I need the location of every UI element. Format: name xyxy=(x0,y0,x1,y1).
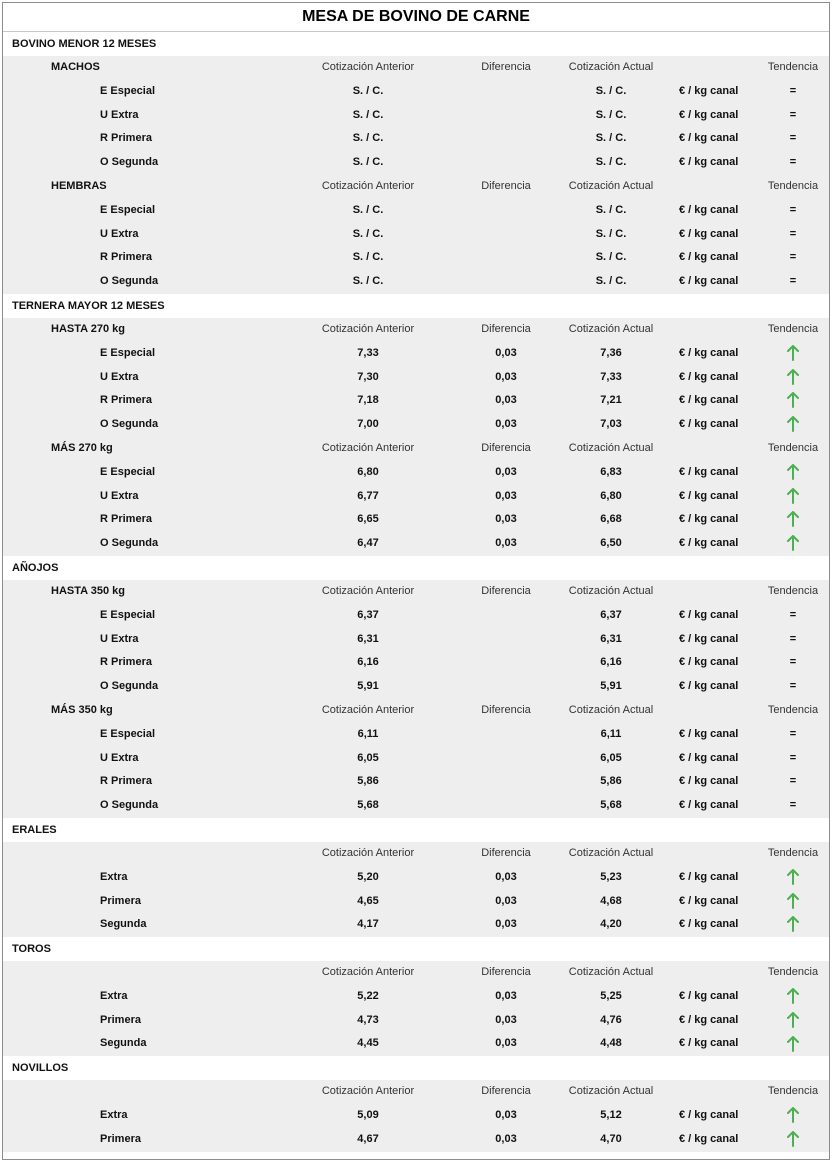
table-row xyxy=(3,342,829,366)
column-header-diferencia: Diferencia xyxy=(481,322,531,335)
section-block xyxy=(3,318,829,556)
price-unit: € / kg canal xyxy=(679,870,739,883)
column-header-tendencia: Tendencia xyxy=(767,846,819,859)
current-price: 4,76 xyxy=(600,1013,622,1026)
previous-price: S. / C. xyxy=(352,203,384,216)
grade-label: U Extra xyxy=(100,370,139,383)
trend-equal: = xyxy=(789,275,797,288)
previous-price: S. / C. xyxy=(352,251,384,264)
price-unit: € / kg canal xyxy=(679,918,739,931)
group-header-row xyxy=(3,580,829,604)
trend-cell xyxy=(755,461,830,485)
current-price: 4,48 xyxy=(600,1037,622,1050)
price-unit: € / kg canal xyxy=(679,132,739,145)
price-unit: € / kg canal xyxy=(679,513,739,526)
price-difference: 0,03 xyxy=(495,513,517,526)
table-row xyxy=(3,151,829,175)
table-row xyxy=(3,270,829,294)
trend-equal: = xyxy=(789,775,797,788)
previous-price: 5,22 xyxy=(357,989,379,1002)
trend-cell xyxy=(755,342,830,366)
price-unit: € / kg canal xyxy=(679,727,739,740)
grade-label: U Extra xyxy=(100,108,139,121)
previous-price: S. / C. xyxy=(352,156,384,169)
trend-cell xyxy=(755,532,830,556)
price-difference: 0,03 xyxy=(495,1132,517,1145)
section-title: BOVINO MENOR 12 MESES xyxy=(3,32,829,56)
arrow-up-icon xyxy=(787,1037,799,1049)
current-price: 4,70 xyxy=(600,1132,622,1145)
previous-price: 6,05 xyxy=(357,751,379,764)
price-difference: 0,03 xyxy=(495,465,517,478)
previous-price: 7,30 xyxy=(357,370,379,383)
price-unit: € / kg canal xyxy=(679,465,739,478)
price-difference: 0,03 xyxy=(495,1037,517,1050)
grade-label: Extra xyxy=(100,870,128,883)
price-unit: € / kg canal xyxy=(679,680,739,693)
price-difference: 0,03 xyxy=(495,1109,517,1122)
grade-label: R Primera xyxy=(100,775,152,788)
table-row xyxy=(3,1032,829,1056)
grade-label: O Segunda xyxy=(100,156,159,169)
current-price: S. / C. xyxy=(595,132,627,145)
column-header-cotizacion-anterior: Cotización Anterior xyxy=(321,61,415,73)
column-header-tendencia: Tendencia xyxy=(767,61,819,73)
arrow-up-icon xyxy=(787,513,799,525)
column-header-diferencia: Diferencia xyxy=(481,1085,531,1098)
table-row xyxy=(3,890,829,914)
trend-equal: = xyxy=(789,799,797,812)
group-label: HASTA 350 kg xyxy=(51,584,125,597)
section-block xyxy=(3,56,829,294)
price-unit: € / kg canal xyxy=(679,1132,739,1145)
grade-label: Primera xyxy=(100,894,141,907)
column-header-cotizacion-actual: Cotización Actual xyxy=(568,322,654,335)
price-unit: € / kg canal xyxy=(679,370,739,383)
current-price: 6,37 xyxy=(600,608,622,621)
price-unit: € / kg canal xyxy=(679,632,739,645)
table-row xyxy=(3,127,829,151)
column-header-diferencia: Diferencia xyxy=(481,846,531,859)
trend-cell xyxy=(755,366,830,390)
price-unit: € / kg canal xyxy=(679,894,739,907)
trend-equal: = xyxy=(789,251,797,264)
grade-label: O Segunda xyxy=(100,680,159,693)
current-price: 7,36 xyxy=(600,346,622,359)
grade-label: U Extra xyxy=(100,489,139,502)
section-block xyxy=(3,961,829,1056)
table-row xyxy=(3,485,829,509)
column-header-diferencia: Diferencia xyxy=(481,61,531,73)
price-unit: € / kg canal xyxy=(679,394,739,407)
section-block xyxy=(3,580,829,818)
arrow-up-icon xyxy=(787,418,799,430)
trend-equal: = xyxy=(789,84,797,97)
grade-label: Primera xyxy=(100,1013,141,1026)
column-header-tendencia: Tendencia xyxy=(767,584,819,597)
previous-price: 6,37 xyxy=(357,608,379,621)
previous-price: 6,77 xyxy=(357,489,379,502)
grade-label: O Segunda xyxy=(100,275,159,288)
previous-price: 7,33 xyxy=(357,346,379,359)
price-unit: € / kg canal xyxy=(679,418,739,431)
current-price: S. / C. xyxy=(595,275,627,288)
group-header-row xyxy=(3,56,829,80)
grade-label: E Especial xyxy=(100,84,156,97)
trend-cell xyxy=(755,508,830,532)
group-label: HASTA 270 kg xyxy=(51,322,125,335)
current-price: 7,33 xyxy=(600,370,622,383)
trend-equal: = xyxy=(789,656,797,669)
grade-label: O Segunda xyxy=(100,799,159,812)
price-unit: € / kg canal xyxy=(679,251,739,264)
column-header-cotizacion-actual: Cotización Actual xyxy=(568,441,654,454)
price-difference: 0,03 xyxy=(495,537,517,550)
table-row xyxy=(3,866,829,890)
column-header-cotizacion-anterior: Cotización Anterior xyxy=(321,846,415,859)
table-row xyxy=(3,80,829,104)
section-title: TERNERA MAYOR 12 MESES xyxy=(3,294,829,318)
arrow-up-icon xyxy=(787,918,799,930)
table-row xyxy=(3,508,829,532)
group-header-row xyxy=(3,961,829,985)
previous-price: 4,73 xyxy=(357,1013,379,1026)
price-difference: 0,03 xyxy=(495,346,517,359)
current-price: S. / C. xyxy=(595,84,627,97)
column-header-cotizacion-anterior: Cotización Anterior xyxy=(321,441,415,454)
grade-label: R Primera xyxy=(100,251,152,264)
current-price: 6,11 xyxy=(600,727,622,740)
previous-price: 5,68 xyxy=(357,799,379,812)
column-header-cotizacion-anterior: Cotización Anterior xyxy=(321,179,415,192)
price-unit: € / kg canal xyxy=(679,1013,739,1026)
section-title: NOVILLOS xyxy=(3,1056,829,1080)
column-header-diferencia: Diferencia xyxy=(481,703,531,716)
price-unit: € / kg canal xyxy=(679,751,739,764)
price-difference: 0,03 xyxy=(495,1013,517,1026)
arrow-up-icon xyxy=(787,1014,799,1026)
price-difference: 0,03 xyxy=(495,989,517,1002)
trend-equal: = xyxy=(789,680,797,693)
grade-label: O Segunda xyxy=(100,537,159,550)
trend-cell xyxy=(755,485,830,509)
column-header-cotizacion-anterior: Cotización Anterior xyxy=(321,1085,415,1098)
price-unit: € / kg canal xyxy=(679,799,739,812)
table-row xyxy=(3,770,829,794)
grade-label: Segunda xyxy=(100,918,147,931)
grade-label: Segunda xyxy=(100,1037,147,1050)
previous-price: S. / C. xyxy=(352,275,384,288)
price-unit: € / kg canal xyxy=(679,227,739,240)
current-price: 5,12 xyxy=(600,1109,622,1122)
column-header-diferencia: Diferencia xyxy=(481,966,531,979)
price-difference: 0,03 xyxy=(495,918,517,931)
page-title: MESA DE BOVINO DE CARNE xyxy=(3,3,829,32)
table-row xyxy=(3,913,829,937)
current-price: 5,23 xyxy=(600,870,622,883)
group-header-row xyxy=(3,318,829,342)
previous-price: 6,47 xyxy=(357,537,379,550)
arrow-up-icon xyxy=(787,490,799,502)
arrow-up-icon xyxy=(787,347,799,359)
current-price: 6,83 xyxy=(600,465,622,478)
group-label: MÁS 350 kg xyxy=(51,703,113,716)
table-row xyxy=(3,199,829,223)
current-price: 4,68 xyxy=(600,894,622,907)
price-unit: € / kg canal xyxy=(679,1109,739,1122)
current-price: 6,16 xyxy=(600,656,622,669)
group-label: MÁS 270 kg xyxy=(51,441,113,454)
grade-label: O Segunda xyxy=(100,418,159,431)
trend-equal: = xyxy=(789,132,797,145)
grade-label: R Primera xyxy=(100,656,152,669)
section-title: TOROS xyxy=(3,937,829,961)
column-header-tendencia: Tendencia xyxy=(767,179,819,192)
column-header-cotizacion-actual: Cotización Actual xyxy=(568,703,654,716)
arrow-up-icon xyxy=(787,990,799,1002)
table-row xyxy=(3,246,829,270)
price-unit: € / kg canal xyxy=(679,775,739,788)
price-difference: 0,03 xyxy=(495,418,517,431)
current-price: S. / C. xyxy=(595,227,627,240)
arrow-up-icon xyxy=(787,895,799,907)
previous-price: 5,86 xyxy=(357,775,379,788)
table-row xyxy=(3,389,829,413)
previous-price: 6,65 xyxy=(357,513,379,526)
grade-label: U Extra xyxy=(100,632,139,645)
grade-label: R Primera xyxy=(100,513,152,526)
price-unit: € / kg canal xyxy=(679,489,739,502)
trend-equal: = xyxy=(789,727,797,740)
table-row xyxy=(3,985,829,1009)
trend-cell xyxy=(755,1104,830,1128)
table-row xyxy=(3,604,829,628)
column-header-cotizacion-actual: Cotización Actual xyxy=(568,846,654,859)
table-row xyxy=(3,1128,829,1152)
previous-price: 6,31 xyxy=(357,632,379,645)
group-header-row xyxy=(3,699,829,723)
table-row xyxy=(3,1009,829,1033)
current-price: 7,21 xyxy=(600,394,622,407)
column-header-diferencia: Diferencia xyxy=(481,179,531,192)
trend-equal: = xyxy=(789,751,797,764)
sections-container xyxy=(3,32,829,1152)
current-price: 5,25 xyxy=(600,989,622,1002)
column-header-cotizacion-anterior: Cotización Anterior xyxy=(321,703,415,716)
table-row xyxy=(3,223,829,247)
price-difference: 0,03 xyxy=(495,870,517,883)
price-unit: € / kg canal xyxy=(679,346,739,359)
previous-price: 5,91 xyxy=(357,680,379,693)
previous-price: 5,20 xyxy=(357,870,379,883)
section-block xyxy=(3,1080,829,1151)
current-price: S. / C. xyxy=(595,203,627,216)
column-header-tendencia: Tendencia xyxy=(767,441,819,454)
grade-label: R Primera xyxy=(100,132,152,145)
section-title: AÑOJOS xyxy=(3,556,829,580)
trend-equal: = xyxy=(789,203,797,216)
price-unit: € / kg canal xyxy=(679,108,739,121)
current-price: 7,03 xyxy=(600,418,622,431)
trend-cell xyxy=(755,413,830,437)
trend-cell xyxy=(755,1032,830,1056)
grade-label: E Especial xyxy=(100,465,156,478)
grade-label: E Especial xyxy=(100,608,156,621)
previous-price: 7,00 xyxy=(357,418,379,431)
arrow-up-icon xyxy=(787,537,799,549)
table-row xyxy=(3,532,829,556)
previous-price: 4,45 xyxy=(357,1037,379,1050)
previous-price: 4,65 xyxy=(357,894,379,907)
previous-price: S. / C. xyxy=(352,84,384,97)
table-row xyxy=(3,675,829,699)
column-header-tendencia: Tendencia xyxy=(767,703,819,716)
column-header-cotizacion-actual: Cotización Actual xyxy=(568,61,654,73)
trend-equal: = xyxy=(789,227,797,240)
arrow-up-icon xyxy=(787,871,799,883)
column-header-cotizacion-anterior: Cotización Anterior xyxy=(321,584,415,597)
previous-price: 4,17 xyxy=(357,918,379,931)
table-row xyxy=(3,651,829,675)
trend-cell xyxy=(755,866,830,890)
previous-price: S. / C. xyxy=(352,227,384,240)
column-header-cotizacion-actual: Cotización Actual xyxy=(568,584,654,597)
price-difference: 0,03 xyxy=(495,489,517,502)
column-header-cotizacion-actual: Cotización Actual xyxy=(568,966,654,979)
previous-price: 6,16 xyxy=(357,656,379,669)
price-unit: € / kg canal xyxy=(679,203,739,216)
price-unit: € / kg canal xyxy=(679,608,739,621)
table-row xyxy=(3,723,829,747)
trend-cell xyxy=(755,1128,830,1152)
arrow-up-icon xyxy=(787,371,799,383)
column-header-cotizacion-anterior: Cotización Anterior xyxy=(321,322,415,335)
price-unit: € / kg canal xyxy=(679,156,739,169)
section-title: ERALES xyxy=(3,818,829,842)
table-row xyxy=(3,794,829,818)
trend-equal: = xyxy=(789,632,797,645)
trend-equal: = xyxy=(789,156,797,169)
previous-price: S. / C. xyxy=(352,132,384,145)
price-unit: € / kg canal xyxy=(679,656,739,669)
current-price: 6,80 xyxy=(600,489,622,502)
current-price: S. / C. xyxy=(595,108,627,121)
grade-label: Primera xyxy=(100,1132,141,1145)
price-unit: € / kg canal xyxy=(679,537,739,550)
current-price: 5,68 xyxy=(600,799,622,812)
group-header-row xyxy=(3,842,829,866)
grade-label: U Extra xyxy=(100,227,139,240)
arrow-up-icon xyxy=(787,1133,799,1145)
arrow-up-icon xyxy=(787,466,799,478)
table-row xyxy=(3,104,829,128)
trend-cell xyxy=(755,985,830,1009)
column-header-tendencia: Tendencia xyxy=(767,1085,819,1098)
price-table-page xyxy=(2,2,830,1160)
price-difference: 0,03 xyxy=(495,370,517,383)
current-price: 6,31 xyxy=(600,632,622,645)
previous-price: 6,80 xyxy=(357,465,379,478)
table-row xyxy=(3,461,829,485)
section-block xyxy=(3,842,829,937)
column-header-diferencia: Diferencia xyxy=(481,441,531,454)
column-header-tendencia: Tendencia xyxy=(767,322,819,335)
trend-equal: = xyxy=(789,108,797,121)
group-header-row xyxy=(3,175,829,199)
current-price: 6,68 xyxy=(600,513,622,526)
previous-price: 7,18 xyxy=(357,394,379,407)
trend-equal: = xyxy=(789,608,797,621)
price-difference: 0,03 xyxy=(495,894,517,907)
trend-cell xyxy=(755,890,830,914)
trend-cell xyxy=(755,389,830,413)
trend-cell xyxy=(755,913,830,937)
grade-label: U Extra xyxy=(100,751,139,764)
previous-price: 5,09 xyxy=(357,1109,379,1122)
price-difference: 0,03 xyxy=(495,394,517,407)
price-unit: € / kg canal xyxy=(679,84,739,97)
column-header-diferencia: Diferencia xyxy=(481,584,531,597)
column-header-cotizacion-anterior: Cotización Anterior xyxy=(321,966,415,979)
grade-label: E Especial xyxy=(100,727,156,740)
current-price: 6,50 xyxy=(600,537,622,550)
grade-label: Extra xyxy=(100,1109,128,1122)
current-price: S. / C. xyxy=(595,251,627,264)
price-unit: € / kg canal xyxy=(679,275,739,288)
price-unit: € / kg canal xyxy=(679,989,739,1002)
current-price: 5,86 xyxy=(600,775,622,788)
group-label: HEMBRAS xyxy=(51,179,107,192)
current-price: 5,91 xyxy=(600,680,622,693)
column-header-tendencia: Tendencia xyxy=(767,966,819,979)
current-price: 6,05 xyxy=(600,751,622,764)
previous-price: S. / C. xyxy=(352,108,384,121)
table-row xyxy=(3,1104,829,1128)
table-row xyxy=(3,366,829,390)
group-label: MACHOS xyxy=(51,61,100,73)
table-row xyxy=(3,747,829,771)
group-header-row xyxy=(3,437,829,461)
current-price: S. / C. xyxy=(595,156,627,169)
grade-label: Extra xyxy=(100,989,128,1002)
previous-price: 4,67 xyxy=(357,1132,379,1145)
table-row xyxy=(3,413,829,437)
column-header-cotizacion-actual: Cotización Actual xyxy=(568,179,654,192)
trend-cell xyxy=(755,1009,830,1033)
group-header-row xyxy=(3,1080,829,1104)
grade-label: R Primera xyxy=(100,394,152,407)
grade-label: E Especial xyxy=(100,346,156,359)
previous-price: 6,11 xyxy=(357,727,379,740)
price-unit: € / kg canal xyxy=(679,1037,739,1050)
arrow-up-icon xyxy=(787,1109,799,1121)
table-row xyxy=(3,628,829,652)
column-header-cotizacion-actual: Cotización Actual xyxy=(568,1085,654,1098)
arrow-up-icon xyxy=(787,394,799,406)
current-price: 4,20 xyxy=(600,918,622,931)
grade-label: E Especial xyxy=(100,203,156,216)
